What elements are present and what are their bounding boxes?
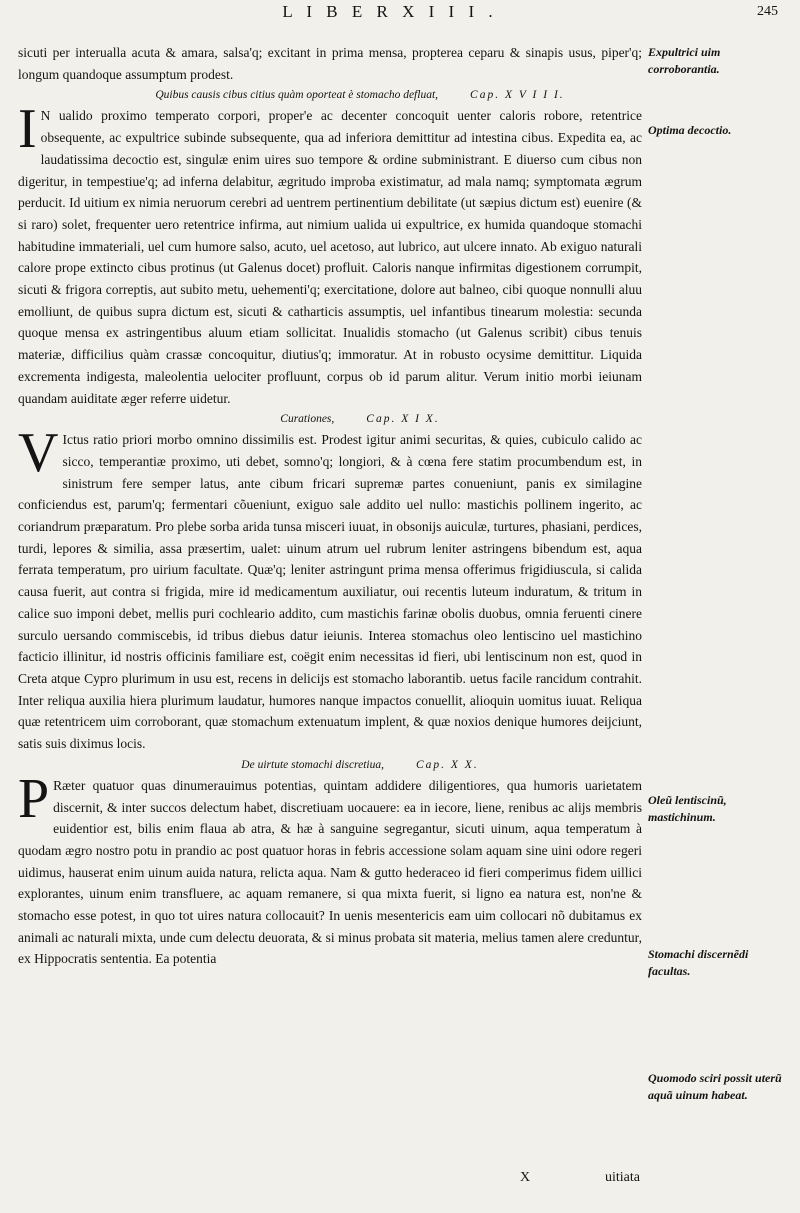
marginal-note: Oleũ lentiscinũ, mastichinum. <box>648 793 727 824</box>
drop-capital: P <box>18 767 50 830</box>
chapter-heading <box>18 85 642 105</box>
chapter-paragraph <box>18 98 642 409</box>
paragraph-text: Ictus ratio priori morbo omnino dissimilis est. Prodest igitur animi securitas, & quies, cubiculo calido ac sicco, temperantiæ proximo, uti debet, somno'q; longiori, & à cœna fere statim procumbendum est, in sinistrum fere semper latus, ante cibum fricari supremæ partes conueniunt, panis ex similagine conficiendus est, parum'q; fermentari cõueniunt, exiguo sale addito uel nullo: mastichis pollinem ingerito, ac coriandrum præparatum. Pro plebe sorba arida tunsa misceri iuuat, in obsonijs auiculæ, turtures, phasiani, perdices, turdi, lepores & similia, assa præsertim, ualet: uinum atrum uel rubrum leniter astringens bibendum est, aqua ferrata temperatum, pro uirium facultate. Quæ'q; leniter astringunt prima mensa offerimus frigidiuscula, si calida causa fuerit, aut contra si frigida, mire id medicamentum auxiliatur, oui recentis luteum induratum, & tritum in calice suo imponi debet, mellis puri cochleario addito, cum mastichis farinæ obolis duobus, omnia feruenti cinere surculo uersando commiscebis, id tribus diebus datur ieiunis. Interea stomachus oleo lentiscino uel mastichino facticio illinitur, id nostris officinis familiare est, coëgit enim necessitas id fieri, ubi lentiscinum non est, quod in Creta atque Cypro plurimum in usu est, recens in delicijs est stomacho laborantib. uetus facile rancidum contrahit. Inter reliqua auxilia hiera plurimum laudatur, humores nanque impactos conuellit, alioquin uomitus iuuat. Reliqua quæ retentricem uim corroborant, quæ stomachum extenuatum implent, & quæ noxios denique humores deijciunt, satis suis diximus locis. <box>18 432 642 752</box>
signature-mark: X <box>520 1170 531 1185</box>
catchword: uitiata <box>605 1170 640 1185</box>
chapter-paragraph <box>18 422 642 755</box>
paragraph-text: N ualido proximo temperato corpori, proper'e ac decenter concoquit uenter caloris robore, retentrice obsequente, ac expultrice subinde subsequente, qua ad inferiora demittitur ad intestina cibus. Expedita ea, ac laudatissima decoctio est, singulæ enim uires suo tempore & ordine subministrant. E diuerso cum cibus non digeritur, in tempestiue'q; ad inferna delabitur, ægritudo improba existimatur, ad mala namq; symptomata ægrum perducit. Id uitium ex nimia neruorum cerebri ad uentrem pertinentium debilitate (ut sæpius dictum est) euenire (& si raro) solet, frequenter uero retentrice infirma, aut nimium ualida ui expultrice, ex humida quandoque stomachi habitudine immateriali, uel cum humore salso, acuto, uel acetoso, aut lubrico, aut ulcere innato. Ab exiguo naturali calore prope extincto cibus protinus (ut Galenus docet) profluit. Caloris nanque infirmitas digestionem corrumpit, sicuti & frigora correptis, aut subito metu, uehementi'q; exercitatione, dolore aut balneo, cibi quoque nonnulli aluu emolliunt, de quibus supra dictum est, sicuti & catharticis assumptis, uel infantibus tinearum molestia: secunda quoque mensa ex astringentibus aluum etiam sollicitat. Inualidis stomacho (ut Galenus scribit) cibus tenuis materiæ, difficilius quàm crassæ concoquitur, diutius'q; immoratur. At in robusto ocysime demittitur. Liquida excrementa indigesta, maleolentia uelociter profluunt, corpus ob id parum alitur. Verum initio morbi ieiunam quandam auiditate æger referre uidetur. <box>18 108 642 406</box>
marginal-note: Stomachi discernẽdi facultas. <box>648 947 749 978</box>
marginal-note: Optima decoctio. <box>648 123 732 137</box>
paragraph-text: Ræter quatuor quas dinumerauimus potentias, quintam addidere diligentiores, qua humoris uarietatem discernit, & inter succos delectum habet, discretiuam uocauere: ea in iecore, liene, renibus ac alijs membris euidentior est, bilis enim flaua ab atra, & hæ à sanguine segregantur, sicuti uinum, aqua temperatum à quodam ægro nostro potu in prandio ac post quatuor horas in febris accessione solam aquam sine uini odore regeri uidimus, hauserat enim uinum auida natura, relicta aqua. Nam & gutto hederaceo id fieri comperimus fidem uillici explorantes, uinum enim transfluere, ac aquam remanere, si qua mixta fuerit, si ligno ea natura est, non'ne & stomacho esse potest, in quo tot uires natura collocauit? In uenis mesentericis eam uim collocari nõ dubitamus ex animali ac naturali mixta, unde cum delectu deuorata, & si minus probata sit materia, melius tamen alere creduntur, ex Hippocratis sententia. Ea potentia <box>18 777 642 967</box>
marginal-note: Quomodo sciri possit uterũ aquã uinum habeat. <box>648 1071 782 1102</box>
drop-capital: I <box>18 98 37 161</box>
chapter-number: Cap. X V I I I. <box>470 89 565 102</box>
page-number: 245 <box>757 4 778 19</box>
page-footer <box>520 1170 640 1186</box>
opening-paragraph: sicuti per interualla acuta & amara, salsa'q; excitant in prima mensa, propterea ceparu & sinapis usus, piper'q; longum quandoque assumptum prodest. <box>18 45 642 82</box>
chapter-heading <box>18 409 642 429</box>
running-head: L I B E R X I I I . <box>282 2 498 21</box>
marginal-note: Expultrici uim corroborantia. <box>648 45 721 76</box>
main-text-column <box>18 42 642 970</box>
chapter-number: Cap. X X. <box>415 758 479 771</box>
chapter-title: Curationes, <box>280 413 335 426</box>
drop-capital: V <box>18 422 59 485</box>
chapter-number: Cap. X I X. <box>366 413 440 426</box>
chapter-paragraph <box>18 767 642 970</box>
chapter-heading <box>18 755 642 775</box>
chapter-title: De uirtute stomachi discretiua, <box>241 758 384 771</box>
chapter-title: Quibus causis cibus citius quàm oporteat è stomacho defluat, <box>155 89 439 102</box>
